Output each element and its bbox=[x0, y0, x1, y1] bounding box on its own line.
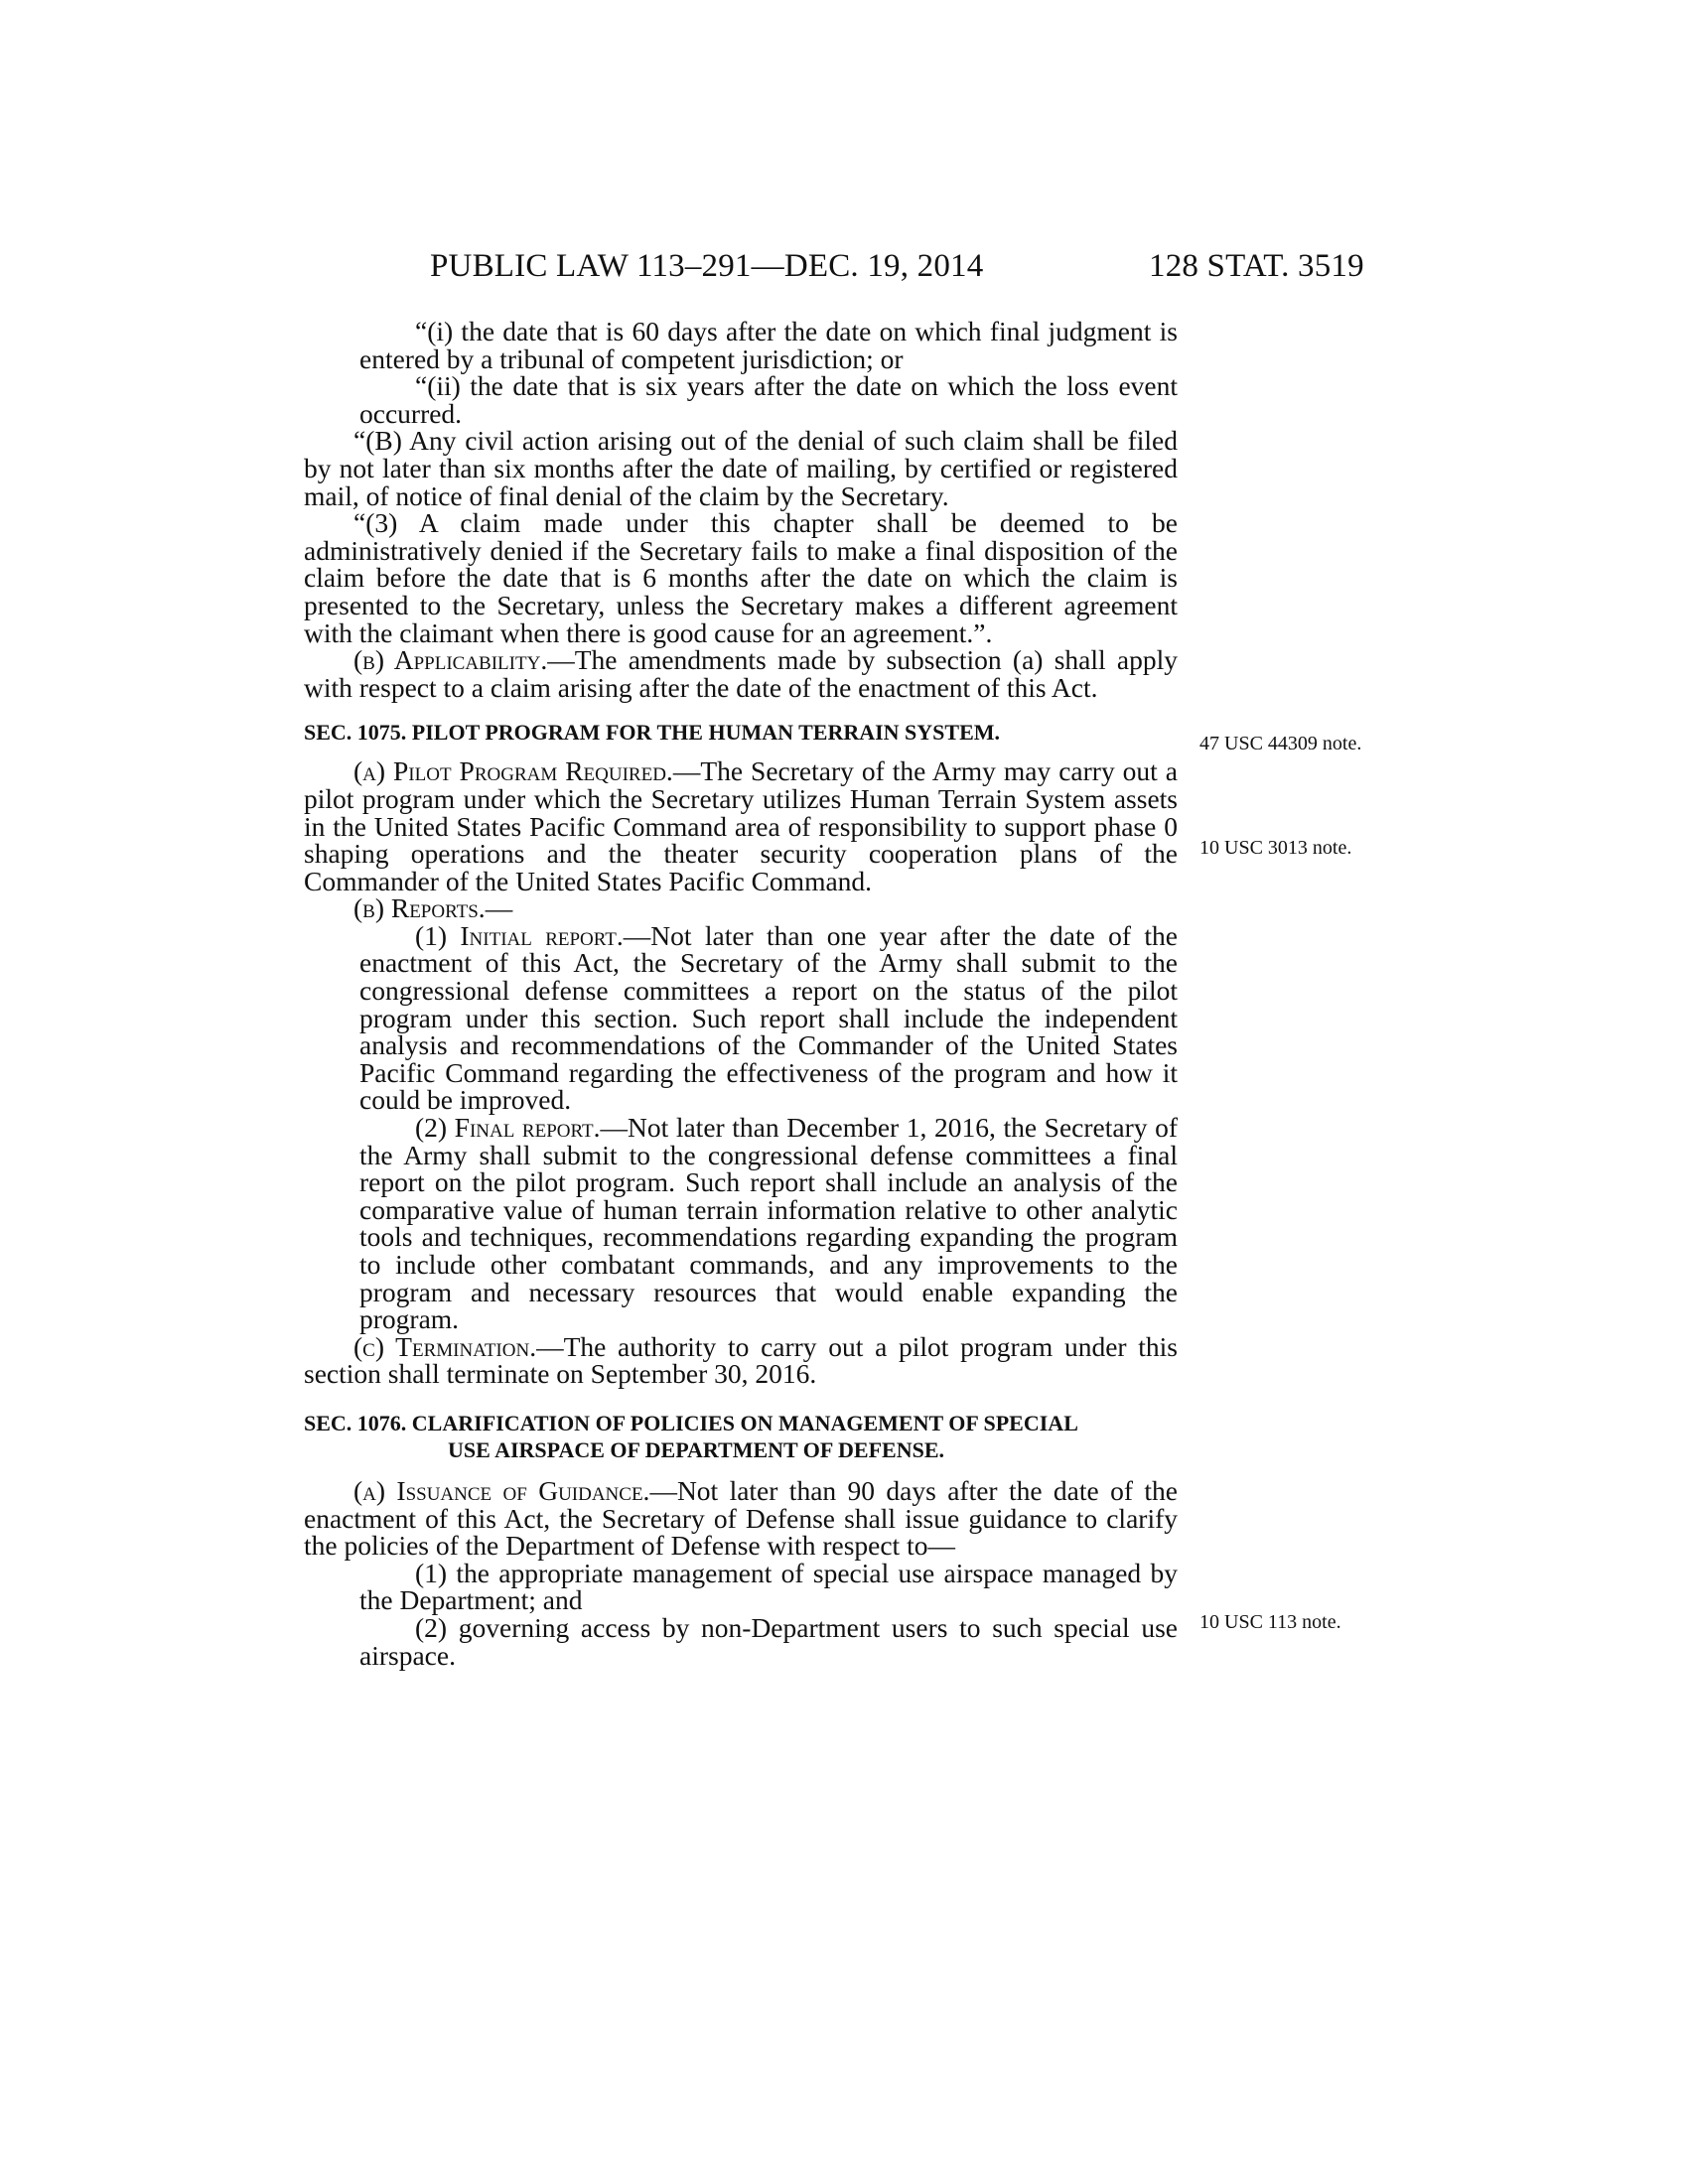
issuance-of-guidance-heading: (a) Issuance of Guidance. bbox=[353, 1474, 650, 1506]
section-1076-title bbox=[304, 1410, 1178, 1463]
clause-ii: “(ii) the date that is six years after the date on which the loss event occurred. bbox=[359, 370, 1178, 429]
guidance-item-2: (2) governing access by non-Department users to such special use airspace. bbox=[359, 1611, 1178, 1671]
applicability-paragraph bbox=[304, 646, 1178, 701]
applicability-heading: (b) Applicability. bbox=[353, 644, 548, 676]
final-report-heading: (2) Final report. bbox=[415, 1112, 601, 1144]
termination-text: —The authority to carry out a pilot program under this section shall terminate on September 30, 2016. bbox=[304, 1330, 1178, 1390]
issuance-of-guidance-paragraph bbox=[304, 1474, 1178, 1562]
body-text-column bbox=[304, 318, 1178, 1669]
pilot-program-required-text: —The Secretary of the Army may carry out a pilot program under which the Secretary utilizes Human Terrain System assets in the United States Pacific Command area of responsibility to support phase 0 shaping operations and the theater security cooperation plans of the Commander of the United States Pacific Command. bbox=[304, 755, 1178, 896]
pilot-program-required-heading: (a) Pilot Program Required. bbox=[353, 755, 673, 787]
issuance-of-guidance-text: —Not later than 90 days after the date of the enactment of this Act, the Secretary of Defense shall issue guidance to clarify the policies of the Department of Defense with respect to— bbox=[304, 1474, 1178, 1562]
termination-heading: (c) Termination. bbox=[353, 1330, 537, 1362]
margin-note-10-usc-113: 10 USC 113 note. bbox=[1199, 1611, 1341, 1633]
section-1076-title-line1: SEC. 1076. CLARIFICATION OF POLICIES ON MANAGEMENT OF SPECIAL bbox=[304, 1410, 1078, 1435]
reports-paragraph bbox=[304, 894, 1178, 922]
initial-report-text: —Not later than one year after the date of the enactment of this Act, the Secretary of the Army shall submit to the congressional defense committees a report on the status of the pilot program under this section. Such report shall include the independent analysis and recommendations of the Commander of the United States Pacific Command regarding the effectiveness of the program and how it could be improved. bbox=[359, 919, 1178, 1116]
margin-note-47-usc: 47 USC 44309 note. bbox=[1199, 733, 1362, 754]
running-header-page-number: 128 STAT. 3519 bbox=[1149, 248, 1364, 284]
initial-report-paragraph bbox=[304, 919, 1178, 1116]
final-report-text: —Not later than December 1, 2016, the Secretary of the Army shall submit to the congressional defense committees a final report on the pilot program. Such report shall include an analysis of the comparative value of human terrain information relative to other analytic tools and techniques, recommendations regarding expanding the program to include other combatant commands, and any improvements to the program and necessary resources that would enable expanding the program. bbox=[359, 1112, 1178, 1335]
final-report-paragraph bbox=[304, 1114, 1178, 1333]
pilot-program-required-paragraph bbox=[304, 757, 1178, 894]
subparagraph-b: “(B) Any civil action arising out of the denial of such claim shall be filed by not later than six months after the date of mailing, by certified or registered mail, of notice of final denial of the claim by the Secretary. bbox=[304, 425, 1178, 511]
reports-heading: (b) Reports. bbox=[353, 892, 486, 924]
section-1076-title-line2: USE AIRSPACE OF DEPARTMENT OF DEFENSE. bbox=[448, 1436, 944, 1462]
termination-paragraph bbox=[304, 1330, 1178, 1390]
section-1075-title: SEC. 1075. PILOT PROGRAM FOR THE HUMAN TERRAIN SYSTEM. bbox=[304, 720, 1001, 746]
running-header-left: PUBLIC LAW 113–291—DEC. 19, 2014 bbox=[430, 248, 984, 284]
margin-note-10-usc-3013: 10 USC 3013 note. bbox=[1199, 837, 1352, 859]
initial-report-heading: (1) Initial report. bbox=[415, 919, 624, 951]
applicability-text: —The amendments made by subsection (a) shall apply with respect to a claim arising after the date of the enactment of this Act. bbox=[304, 644, 1178, 703]
clause-i: “(i) the date that is 60 days after the date on which final judgment is entered by a tribunal of competent jurisdiction; or bbox=[359, 316, 1178, 374]
reports-text: — bbox=[485, 892, 513, 924]
guidance-item-1: (1) the appropriate management of special use airspace managed by the Department; and bbox=[359, 1557, 1178, 1616]
paragraph-3: “(3) A claim made under this chapter shall be deemed to be administratively denied if the Secretary fails to make a final disposition of the claim before the date that is 6 months after the date on which the claim is presented to the Secretary, unless the Secretary makes a different agreement with the claimant when there is good cause for an agreement.”. bbox=[304, 507, 1178, 648]
